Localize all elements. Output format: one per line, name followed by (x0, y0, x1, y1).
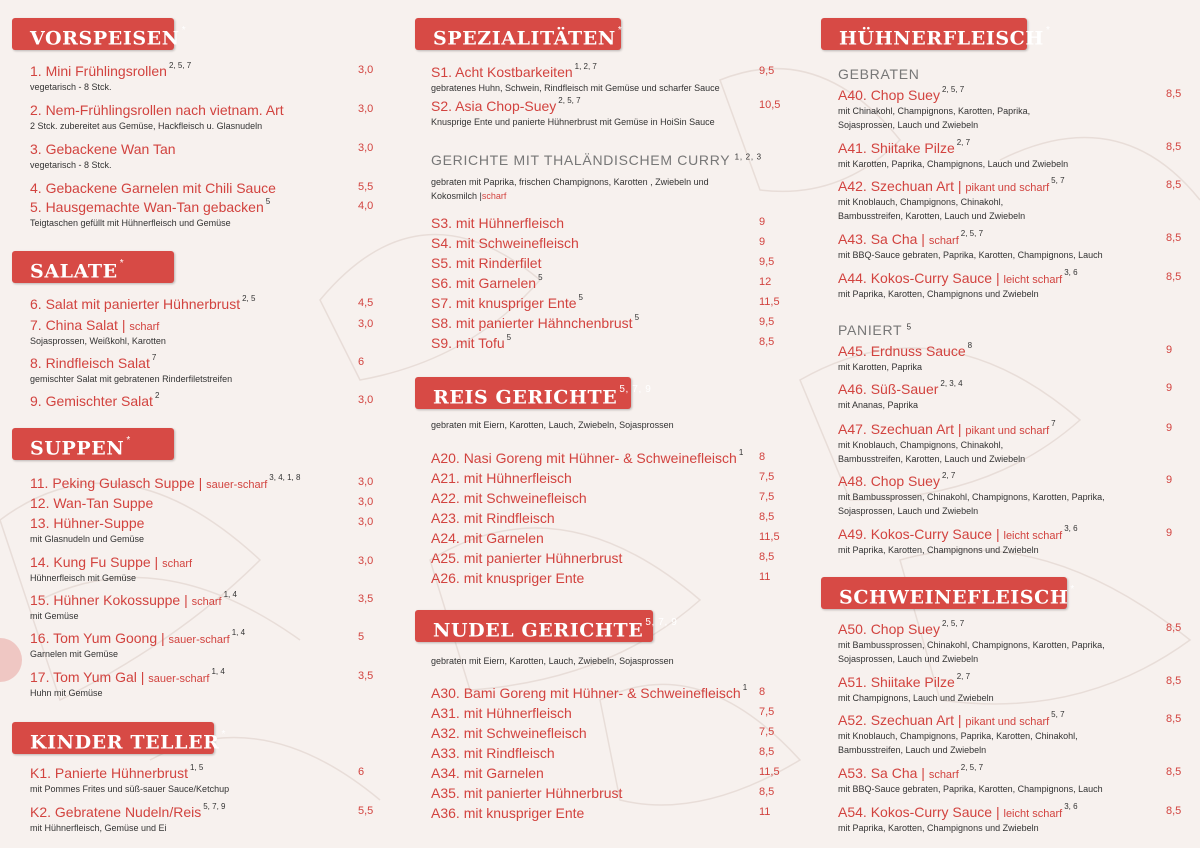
section-header-nudel: NUDEL GERICHTE $^{5, 7, 9}$ (415, 610, 653, 642)
menu-item-price: 11,5 (759, 296, 780, 308)
menu-item-price: 6 (358, 766, 365, 778)
menu-item-price: 3,5 (358, 670, 374, 682)
menu-item-name: 9. Gemischter Salat $^2$ (30, 391, 160, 409)
menu-item-name: A46. Süß-Sauer $^{2, 3, 4}$ (838, 379, 963, 397)
menu-item-description: mit Pommes Frites und süß-sauer Sauce/Ketchup (30, 784, 230, 794)
allergen-codes: 5, 7 (1051, 710, 1065, 720)
menu-item-description: Garnelen mit Gemüse (30, 649, 119, 659)
menu-item-price: 9,5 (759, 256, 775, 268)
allergen-codes: 7 (1051, 419, 1056, 429)
menu-item-price: 11 (759, 571, 771, 583)
section-header-spezialitaeten: SPEZIALITÄTEN * (415, 18, 621, 50)
menu-item-name: K1. Panierte Hühnerbrust $^{1, 5}$ (30, 763, 204, 781)
spice-note: leicht scharf (1003, 274, 1063, 286)
menu-item-name: A36. mit knuspriger Ente (431, 805, 585, 821)
menu-item-description: mit Paprika, Karotten, Champignons und Zwiebeln (838, 289, 1039, 299)
menu-item-price: 8,5 (759, 786, 775, 798)
menu-item-price: 3,5 (358, 593, 374, 605)
menu-item-name: S8. mit panierter Hähnchenbrust $^5$ (431, 313, 640, 331)
menu-item-name: A25. mit panierter Hühnerbrust (431, 550, 623, 566)
reis-intro: gebraten mit Eiern, Karotten, Lauch, Zwiebeln, Sojasprossen (431, 420, 674, 430)
menu-item-price: 11,5 (759, 531, 780, 543)
curry-subheading: GERICHTE MIT THALÄNDISCHEM CURRY $^{1, 2, 3}$ (431, 152, 762, 168)
menu-item-price: 9 (1166, 527, 1173, 539)
menu-item-description: mit Paprika, Karotten, Champignons und Zwiebeln (838, 823, 1039, 833)
menu-item-price: 9,5 (759, 65, 775, 77)
section-header-huehnerfleisch: HÜHNERFLEISCH * (821, 18, 1027, 50)
menu-item-name: 14. Kung Fu Suppe | scharf (30, 554, 193, 570)
menu-item-name: A33. mit Rindfleisch (431, 745, 555, 761)
spice-note: leicht scharf (1003, 808, 1063, 820)
menu-item-price: 3,0 (358, 516, 374, 528)
menu-item-description: 2 Stck. zubereitet aus Gemüse, Hackfleisch u. Glasnudeln (30, 121, 263, 131)
menu-item-price: 3,0 (358, 476, 374, 488)
spice-note: scharf (162, 558, 193, 570)
menu-item-name: S6. mit Garnelen $^5$ (431, 273, 543, 291)
allergen-codes: 1, 2, 7 (574, 62, 597, 72)
menu-item-name: A49. Kokos-Curry Sauce | leicht scharf$^{3, 6}$ (838, 524, 1078, 542)
menu-item-name: 8. Rindfleisch Salat $^7$ (30, 353, 157, 371)
menu-item-price: 4,0 (358, 200, 374, 212)
menu-item-name: A26. mit knuspriger Ente (431, 570, 585, 586)
menu-item-name: A53. Sa Cha | scharf$^{2, 5, 7}$ (838, 763, 984, 781)
spice-note: scharf (928, 235, 959, 247)
menu-item-name: 5. Hausgemachte Wan-Tan gebacken $^5$ (30, 197, 271, 215)
allergen-codes: 3, 6 (1064, 268, 1078, 278)
subheading-paniert: PANIERT $^5$ (838, 322, 912, 338)
menu-item-description: mit Karotten, Paprika (838, 362, 923, 372)
allergen-codes: 2, 5 (242, 294, 256, 304)
menu-item-description: mit Karotten, Paprika, Champignons, Lauch und Zwiebeln (838, 159, 1069, 169)
allergen-codes: 5 (265, 197, 271, 207)
menu-item-name: A34. mit Garnelen (431, 765, 544, 781)
menu-item-price: 3,0 (358, 318, 374, 330)
menu-item-name: A45. Erdnuss Sauce $^8$ (838, 341, 973, 359)
menu-item-name: A41. Shiitake Pilze $^{2, 7}$ (838, 138, 971, 156)
menu-item-name: A24. mit Garnelen (431, 530, 544, 546)
allergen-codes: 1, 4 (211, 667, 225, 677)
allergen-codes: 2, 5, 7 (558, 96, 581, 106)
allergen-codes: 5 (634, 313, 640, 323)
curry-intro: gebraten mit Paprika, frischen Champignons, Karotten , Zwiebeln und Kokosmilch |scharf (431, 177, 709, 201)
spice-note: pikant und scharf (965, 425, 1050, 437)
menu-item-description: mit Knoblauch, Champignons, Chinakohl, Bambusstreifen, Karotten, Lauch und Zwiebeln (838, 440, 1026, 464)
menu-item-price: 5,5 (358, 181, 374, 193)
menu-item-name: A20. Nasi Goreng mit Hühner- & Schweinefleisch $^1$ (431, 448, 744, 466)
menu-item-name: A22. mit Schweinefleisch (431, 490, 587, 506)
menu-item-name: A44. Kokos-Curry Sauce | leicht scharf$^{3, 6}$ (838, 268, 1078, 286)
spice-note: sauer-scharf (206, 479, 268, 491)
menu-item-price: 8,5 (1166, 141, 1182, 153)
section-header-kinder: KINDER TELLER * (12, 722, 214, 754)
menu-item-name: 3. Gebackene Wan Tan (30, 141, 176, 157)
menu-item-description: mit BBQ-Sauce gebraten, Paprika, Karotten, Champignons, Lauch (838, 784, 1103, 794)
menu-item-description: mit Knoblauch, Champignons, Paprika, Karotten, Chinakohl, Bambusstreifen, Lauch und Zwiebeln (838, 731, 1078, 755)
allergen-codes: 2, 5, 7 (960, 763, 984, 773)
menu-item-description: gemischter Salat mit gebratenen Rinderfiletstreifen (30, 374, 233, 384)
allergen-codes: 2, 5, 7 (168, 61, 192, 71)
menu-item-name: A50. Chop Suey $^{2, 5, 7}$ (838, 619, 965, 637)
allergen-codes: 2 (154, 391, 160, 401)
section-header-schweinefleisch: SCHWEINEFLEISCH * (821, 577, 1067, 609)
allergen-codes: 7 (151, 353, 157, 363)
menu-item-price: 9 (1166, 344, 1173, 356)
allergen-codes: 5, 7 (1051, 176, 1065, 186)
menu-item-name: 15. Hühner Kokossuppe | scharf$^{1, 4}$ (30, 590, 237, 608)
menu-item-name: A35. mit panierter Hühnerbrust (431, 785, 623, 801)
subheading-gebraten: GEBRATEN (838, 66, 920, 82)
menu-item-name: 6. Salat mit panierter Hühnerbrust $^{2, 5}$ (30, 294, 256, 312)
section-header-vorspeisen: VORSPEISEN * (12, 18, 174, 50)
menu-item-name: A47. Szechuan Art | pikant und scharf$^7$ (838, 419, 1056, 437)
menu-item-price: 8,5 (1166, 88, 1182, 100)
allergen-codes: 1, 4 (223, 590, 237, 600)
menu-item-description: Knusprige Ente und panierte Hühnerbrust mit Gemüse in HoiSin Sauce (431, 117, 715, 127)
menu-item-price: 9 (1166, 382, 1173, 394)
menu-item-description: mit Knoblauch, Champignons, Chinakohl, Bambusstreifen, Karotten, Lauch und Zwiebeln (838, 197, 1026, 221)
menu-item-name: A48. Chop Suey $^{2, 7}$ (838, 471, 956, 489)
menu-item-price: 3,0 (358, 555, 374, 567)
menu-item-name: A30. Bami Goreng mit Hühner- & Schweinefleisch $^1$ (431, 683, 748, 701)
menu-item-name: A23. mit Rindfleisch (431, 510, 555, 526)
menu-item-name: S7. mit knuspriger Ente $^5$ (431, 293, 583, 311)
menu-item-name: A43. Sa Cha | scharf$^{2, 5, 7}$ (838, 229, 984, 247)
menu-item-name: A51. Shiitake Pilze $^{2, 7}$ (838, 672, 971, 690)
allergen-codes: 2, 3, 4 (940, 379, 963, 389)
menu-item-name: 2. Nem-Frühlingsrollen nach vietnam. Art (30, 102, 284, 118)
menu-item-price: 8,5 (1166, 805, 1182, 817)
allergen-codes: 8 (967, 341, 973, 351)
menu-item-name: 17. Tom Yum Gal | sauer-scharf$^{1, 4}$ (30, 667, 225, 685)
menu-item-description: mit Glasnudeln und Gemüse (30, 534, 145, 544)
menu-item-name: 12. Wan-Tan Suppe (30, 495, 154, 511)
menu-item-name: 7. China Salat | scharf (30, 317, 160, 333)
menu-item-description: mit Champignons, Lauch und Zwiebeln (838, 693, 994, 703)
menu-item-description: mit Bambussprossen, Chinakohl, Champignons, Karotten, Paprika, Sojasprossen, Lauch und Zwiebeln (838, 640, 1105, 664)
menu-item-name: A54. Kokos-Curry Sauce | leicht scharf$^{3, 6}$ (838, 802, 1078, 820)
menu-item-description: mit Bambussprossen, Chinakohl, Champignons, Karotten, Paprika, Sojasprossen, Lauch und Zwiebeln (838, 492, 1105, 516)
menu-item-price: 8,5 (759, 336, 775, 348)
menu-item-description: mit Hühnerfleisch, Gemüse und Ei (30, 823, 167, 833)
menu-item-name: S3. mit Hühnerfleisch (431, 215, 565, 231)
menu-item-name: 13. Hühner-Suppe (30, 515, 145, 531)
menu-item-price: 7,5 (759, 471, 775, 483)
menu-item-description: Sojasprossen, Weißkohl, Karotten (30, 336, 166, 346)
menu-item-price: 3,0 (358, 496, 374, 508)
menu-item-price: 8,5 (759, 746, 775, 758)
menu-item-description: mit Paprika, Karotten, Champignons und Zwiebeln (838, 545, 1039, 555)
menu-item-price: 10,5 (759, 99, 781, 111)
spice-note: scharf (129, 321, 160, 333)
menu-item-price: 8,5 (759, 551, 775, 563)
menu-item-price: 8 (759, 451, 766, 463)
allergen-codes: 2, 5, 7 (941, 85, 965, 95)
spice-note: pikant und scharf (965, 716, 1050, 728)
menu-item-price: 3,0 (358, 142, 374, 154)
menu-item-price: 11 (759, 806, 771, 818)
menu-item-description: Teigtaschen gefüllt mit Hühnerfleisch und Gemüse (30, 218, 231, 228)
menu-item-name: K2. Gebratene Nudeln/Reis $^{5, 7, 9}$ (30, 802, 226, 820)
spice-note: sauer-scharf (168, 634, 230, 646)
menu-item-price: 6 (358, 356, 365, 368)
spice-note: scharf (191, 596, 222, 608)
allergen-codes: 2, 7 (941, 471, 956, 481)
menu-item-price: 8,5 (1166, 179, 1182, 191)
allergen-codes: 1 (742, 683, 748, 693)
menu-item-name: 4. Gebackene Garnelen mit Chili Sauce (30, 180, 276, 196)
allergen-codes: 1 (738, 448, 744, 458)
allergen-codes: 2, 7 (956, 138, 971, 148)
menu-item-name: 1. Mini Frühlingsrollen $^{2, 5, 7}$ (30, 61, 192, 79)
menu-item-name: S2. Asia Chop-Suey $^{2, 5, 7}$ (431, 96, 581, 114)
allergen-codes: 3, 4, 1, 8 (269, 473, 301, 483)
menu-item-description: vegetarisch - 8 Stck. (30, 160, 112, 170)
allergen-codes: 3, 6 (1064, 802, 1078, 812)
menu-item-price: 8,5 (1166, 622, 1182, 634)
menu-item-name: 11. Peking Gulasch Suppe | sauer-scharf$^{3, 4, 1, 8}$ (30, 473, 301, 491)
menu-item-price: 5,5 (358, 805, 374, 817)
menu-item-price: 5 (358, 631, 365, 643)
allergen-codes: 2, 5, 7 (960, 229, 984, 239)
menu-item-name: A40. Chop Suey $^{2, 5, 7}$ (838, 85, 965, 103)
allergen-codes: 5 (506, 333, 512, 343)
menu-item-name: A32. mit Schweinefleisch (431, 725, 587, 741)
allergen-codes: 1, 4 (231, 628, 246, 638)
allergen-codes: 3, 6 (1064, 524, 1078, 534)
allergen-codes: 2, 5, 7 (941, 619, 965, 629)
menu-item-price: 9,5 (759, 316, 775, 328)
menu-item-price: 8,5 (759, 511, 775, 523)
spice-note: sauer-scharf (148, 673, 210, 685)
menu-item-price: 3,0 (358, 64, 374, 76)
menu-item-name: A42. Szechuan Art | pikant und scharf$^{5, 7}$ (838, 176, 1065, 194)
menu-item-price: 8,5 (1166, 713, 1182, 725)
menu-item-name: S1. Acht Kostbarkeiten $^{1, 2, 7}$ (431, 62, 597, 80)
menu-item-name: A52. Szechuan Art | pikant und scharf$^{5, 7}$ (838, 710, 1065, 728)
menu-item-price: 3,0 (358, 394, 374, 406)
menu-item-price: 9 (759, 236, 766, 248)
menu-item-description: mit Ananas, Paprika (838, 400, 919, 410)
menu-item-price: 7,5 (759, 706, 775, 718)
section-header-reis: REIS GERICHTE $^{5, 7, 9}$ (415, 377, 631, 409)
allergen-codes: 5, 7, 9 (203, 802, 226, 812)
menu-item-description: mit Gemüse (30, 611, 79, 621)
menu-item-price: 3,0 (358, 103, 374, 115)
menu-item-price: 8,5 (1166, 675, 1182, 687)
menu-item-description: mit BBQ-Sauce gebraten, Paprika, Karotten, Champignons, Lauch (838, 250, 1103, 260)
menu-item-name: A31. mit Hühnerfleisch (431, 705, 572, 721)
menu-item-description: gebratenes Huhn, Schwein, Rindfleisch mit Gemüse und scharfer Sauce (431, 83, 720, 93)
menu-item-price: 9 (1166, 422, 1173, 434)
menu-item-name: A21. mit Hühnerfleisch (431, 470, 572, 486)
menu-item-name: S9. mit Tofu $^5$ (431, 333, 512, 351)
menu-item-description: Huhn mit Gemüse (30, 688, 103, 698)
allergen-codes: 1, 5 (189, 763, 204, 773)
menu-item-price: 7,5 (759, 726, 775, 738)
menu-item-description: vegetarisch - 8 Stck. (30, 82, 112, 92)
section-header-salate: SALATE * (12, 251, 174, 283)
nudel-intro: gebraten mit Eiern, Karotten, Lauch, Zwiebeln, Sojasprossen (431, 656, 674, 666)
allergen-codes: 5 (538, 273, 543, 283)
menu-item-description: mit Chinakohl, Champignons, Karotten, Paprika, Sojasprossen, Lauch und Zwiebeln (838, 106, 1031, 130)
menu-item-price: 11,5 (759, 766, 780, 778)
menu-item-price: 8,5 (1166, 271, 1182, 283)
menu-item-price: 8,5 (1166, 232, 1182, 244)
menu-item-price: 7,5 (759, 491, 775, 503)
menu-item-price: 9 (759, 216, 766, 228)
menu-item-price: 8,5 (1166, 766, 1182, 778)
allergen-codes: 2, 7 (956, 672, 971, 682)
spice-note: leicht scharf (1003, 530, 1063, 542)
section-header-suppen: SUPPEN * (12, 428, 174, 460)
spice-note: scharf (928, 769, 959, 781)
spice-note: pikant und scharf (965, 182, 1050, 194)
menu-item-price: 4,5 (358, 297, 374, 309)
menu-item-price: 12 (759, 276, 772, 288)
menu-item-price: 9 (1166, 474, 1173, 486)
menu-item-price: 8 (759, 686, 766, 698)
menu-item-name: 16. Tom Yum Goong | sauer-scharf$^{1, 4}$ (30, 628, 246, 646)
allergen-codes: 5 (578, 293, 583, 303)
menu-item-name: S4. mit Schweinefleisch (431, 235, 579, 251)
menu-item-description: Hühnerfleisch mit Gemüse (30, 573, 137, 583)
menu-item-name: S5. mit Rinderfilet (431, 255, 542, 271)
